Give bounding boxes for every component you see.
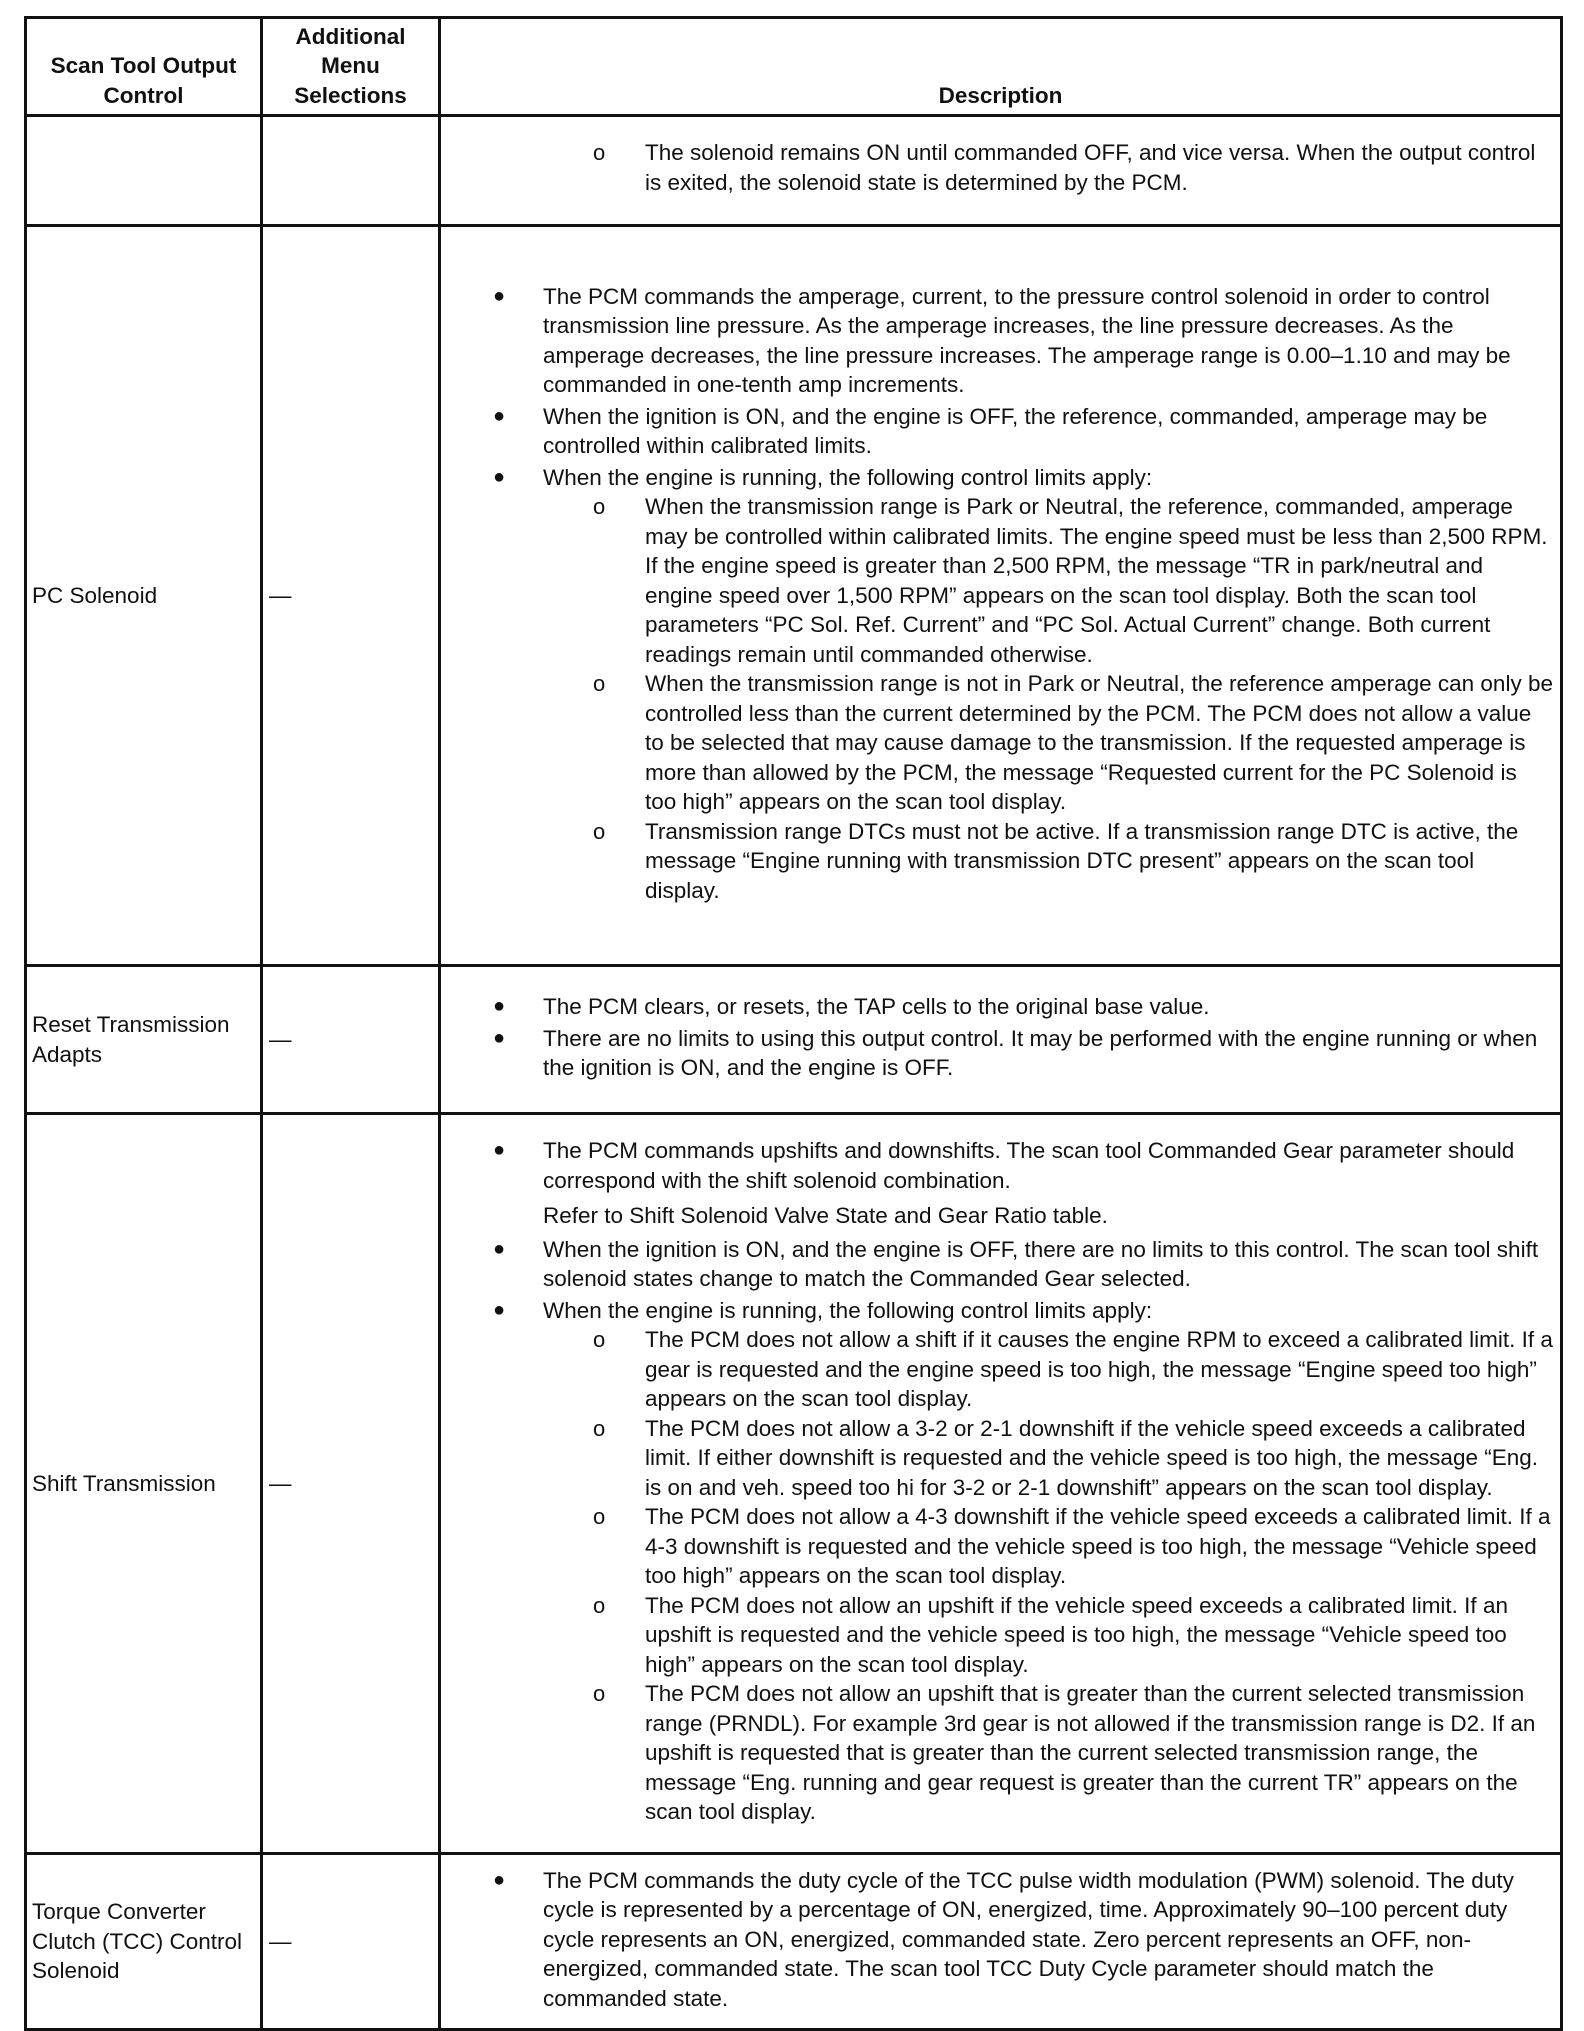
- sub-bullet-icon: o: [593, 818, 606, 844]
- bullet-icon: ●: [493, 465, 506, 488]
- table-row-reset-transmission-adapts: [26, 966, 1562, 1114]
- sub-item: o The PCM does not allow an upshift that is greater than the current selected transmission range (PRNDL). For example 3rd gear is not allowed if the transmission range is D2. If an upshift is requested that is greater than the current selected transmission range, the message “Eng. running and gear request is greater than the current TR” appears on the scan tool display.: [593, 1681, 1536, 1825]
- sub-item: o The PCM does not allow an upshift if the vehicle speed exceeds a calibrated limit. If an upshift is requested and the vehicle speed is too high, the message “Vehicle speed too high” appears on the scan tool display.: [593, 1592, 1508, 1677]
- sub-bullet-icon: o: [593, 140, 606, 165]
- sub-list: [441, 1325, 1554, 1827]
- bullet-icon: ●: [493, 995, 506, 1018]
- description-cell: [440, 226, 1562, 966]
- menu-cell: —: [262, 226, 440, 966]
- table-row-shift-transmission: [26, 1114, 1562, 1854]
- sub-item: o Transmission range DTCs must not be active. If a transmission range DTC is active, the message “Engine running with transmission DTC present” appears on the scan tool display.: [593, 818, 1519, 903]
- table-row-pc-solenoid: [26, 226, 1562, 966]
- sub-item: o When the transmission range is Park or Neutral, the reference, commanded, amperage may be controlled within calibrated limits. The engine speed must be less than 2,500 RPM. If the engine speed is greater than 2,500 RPM, the message “TR in park/neutral and engine speed over 1,500 RPM” appears on the scan tool display. Both the scan tool parameters “PC Sol. Ref. Current” and “PC Sol. Actual Current” change. Both current readings remain until commanded otherwise.: [593, 494, 1548, 667]
- sub-list: [441, 138, 1554, 197]
- bullet-icon: ●: [493, 1139, 506, 1162]
- table-row-tcc-control-solenoid: [26, 1854, 1562, 2030]
- description-cell: [440, 116, 1562, 226]
- header-additional-menu-selections: Additional Menu Selections: [262, 18, 440, 116]
- menu-cell: [262, 116, 440, 226]
- sub-bullet-icon: o: [593, 671, 606, 697]
- description-cell: [440, 966, 1562, 1114]
- bullet-list: [441, 1136, 1554, 1827]
- scan-tool-output-control-table: [24, 16, 1563, 2031]
- control-cell: Torque Converter Clutch (TCC) Control Solenoid: [26, 1854, 262, 2030]
- control-cell: PC Solenoid: [26, 226, 262, 966]
- menu-cell: —: [262, 966, 440, 1114]
- bullet-item: ● The PCM commands upshifts and downshifts. The scan tool Commanded Gear parameter should correspond with the shift solenoid combination. Refer to Shift Solenoid Valve State and Gear Ratio table.: [441, 1136, 1554, 1231]
- bullet-item: ● The PCM commands the amperage, current, to the pressure control solenoid in order to control transmission line pressure. As the amperage increases, the line pressure decreases. As the amperage decreases, the line pressure increases. The amperage range is 0.00–1.10 and may be commanded in one-tenth amp increments.: [493, 283, 1511, 398]
- bullet-item: ● The PCM clears, or resets, the TAP cells to the original base value.: [441, 992, 1554, 1022]
- sub-item: o The PCM does not allow a 3-2 or 2-1 downshift if the vehicle speed exceeds a calibrated limit. If either downshift is requested and the vehicle speed is too high, the message “Eng. is on and veh. speed too hi for 3-2 or 2-1 downshift” appears on the scan tool display.: [593, 1415, 1539, 1500]
- description-cell: [440, 1854, 1562, 2030]
- bullet-icon: ●: [493, 284, 506, 307]
- control-cell: Shift Transmission: [26, 1114, 262, 1854]
- menu-cell: —: [262, 1854, 440, 2030]
- control-cell: [26, 116, 262, 226]
- bullet-icon: ●: [493, 1868, 506, 1891]
- sub-bullet-icon: o: [593, 1327, 606, 1353]
- bullet-item: ● When the ignition is ON, and the engine is OFF, there are no limits to this control. The scan tool shift solenoid states change to match the Commanded Gear selected.: [493, 1236, 1539, 1292]
- sub-item: o The solenoid remains ON until commanded OFF, and vice versa. When the output control is exited, the solenoid state is determined by the PCM.: [593, 140, 1536, 195]
- header-description: Description: [440, 18, 1562, 116]
- description-cell: [440, 1114, 1562, 1854]
- sub-list: [441, 492, 1554, 905]
- sub-bullet-icon: o: [593, 494, 606, 520]
- bullet-item: ● When the engine is running, the following control limits apply: o When the transmission range is Park or Neutral, the reference, commanded, amperage may be controlled within calibrated limits. The engine speed must be less than 2,500 RPM. If the engine speed is greater than 2,500 RPM, the message “TR in park/neutral and engine speed over 1,500 RPM” appears on the scan tool display. Both the scan tool parameters “PC Sol. Ref. Current” and “PC Sol. Actual Current” change. Both current readings remain until commanded otherwise. o When the transmission range is not in Park or Neutral, the reference amperage can only be controlled less than the current determined by the PCM. The PCM does not allow a value to be selected that may cause damage to the transmission. If the requested amperage is more than allowed by the PCM, the message “Requested current for the PC Solenoid is too high” appears on the scan tool display. o Transmission range DTCs must not be active. If a transmission range DTC is active, the message “Engine running with transmission DTC present” appears on the scan tool display.: [441, 463, 1554, 906]
- sub-item: o The PCM does not allow a 4-3 downshift if the vehicle speed exceeds a calibrated limit. If a 4-3 downshift is requested and the vehicle speed is too high, the message “Vehicle speed too high” appears on the scan tool display.: [593, 1504, 1551, 1589]
- bullet-icon: ●: [493, 1298, 506, 1321]
- reference-note: Refer to Shift Solenoid Valve State and Gear Ratio table.: [543, 1203, 1108, 1229]
- bullet-icon: ●: [493, 1026, 506, 1049]
- sub-bullet-icon: o: [593, 1415, 606, 1441]
- control-cell: Reset Transmission Adapts: [26, 966, 262, 1114]
- table-row-continuation: [26, 116, 1562, 226]
- header-scan-tool-output-control: Scan Tool Output Control: [26, 18, 262, 116]
- bullet-item: ● When the engine is running, the following control limits apply: o The PCM does not allow a shift if it causes the engine RPM to exceed a calibrated limit. If a gear is requested and the engine speed is too high, the message “Engine speed too high” appears on the scan tool display. o The PCM does not allow a 3-2 or 2-1 downshift if the vehicle speed exceeds a calibrated limit. If either downshift is requested and the vehicle speed is too high, the message “Eng. is on and veh. speed too hi for 3-2 or 2-1 downshift” appears on the scan tool display. o The PCM does not allow a 4-3 downshift if the vehicle speed exceeds a calibrated limit. If a 4-3 downshift is requested and the vehicle speed is too high, the message “Vehicle speed too high” appears on the scan tool display. o The PCM does not allow an upshift if the vehicle speed exceeds a calibrated limit. If an upshift is requested and the vehicle speed is too high, the message “Vehicle speed too high” appears on the scan tool display. o The PCM does not allow an upshift that is greater than the current selected transmission range (PRNDL). For example 3rd gear is not allowed if the transmission range is D2. If an upshift is requested that is greater than the current selected transmission range, the message “Eng. running and gear request is greater than the current TR” appears on the scan tool display.: [441, 1296, 1554, 1827]
- bullet-item: ● There are no limits to using this output control. It may be performed with the engine running or when the ignition is ON, and the engine is OFF.: [493, 1025, 1538, 1081]
- sub-item: o When the transmission range is not in Park or Neutral, the reference amperage can only be controlled less than the current determined by the PCM. The PCM does not allow a value to be selected that may cause damage to the transmission. If the requested amperage is more than allowed by the PCM, the message “Requested current for the PC Solenoid is too high” appears on the scan tool display.: [593, 671, 1553, 815]
- bullet-list: [441, 282, 1554, 906]
- sub-bullet-icon: o: [593, 1504, 606, 1530]
- bullet-list: [441, 992, 1554, 1083]
- table-header-row: [26, 18, 1562, 116]
- bullet-icon: ●: [493, 1237, 506, 1260]
- bullet-item: ● When the ignition is ON, and the engine is OFF, the reference, commanded, amperage may be controlled within calibrated limits.: [493, 403, 1488, 459]
- menu-cell: —: [262, 1114, 440, 1854]
- sub-bullet-icon: o: [593, 1592, 606, 1618]
- bullet-icon: ●: [493, 404, 506, 427]
- sub-item: o The PCM does not allow a shift if it causes the engine RPM to exceed a calibrated limit. If a gear is requested and the engine speed is too high, the message “Engine speed too high” appears on the scan tool display.: [593, 1327, 1553, 1412]
- bullet-item: ● The PCM commands the duty cycle of the TCC pulse width modulation (PWM) solenoid. The duty cycle is represented by a percentage of ON, energized, time. Approximately 90–100 percent duty cycle represents an ON, energized, commanded state. Zero percent represents an OFF, non-energized, commanded state. The scan tool TCC Duty Cycle parameter should match the commanded state.: [493, 1867, 1514, 2011]
- sub-bullet-icon: o: [593, 1681, 606, 1707]
- bullet-list: [441, 1866, 1554, 2014]
